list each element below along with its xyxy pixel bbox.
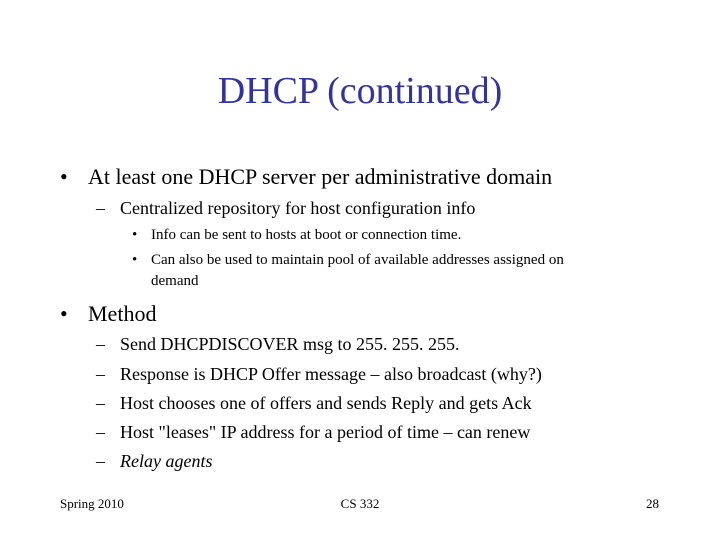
bullet-dhcp-server: At least one DHCP server per administrative domain bbox=[88, 164, 553, 189]
sub-sub-bullet-pool: Can also be used to maintain pool of available addresses assigned on bbox=[151, 252, 564, 268]
method-item-relay: Relay agents bbox=[120, 451, 213, 471]
dash-marker: – bbox=[96, 451, 105, 471]
sub-sub-bullet-pool-cont: demand bbox=[151, 273, 199, 289]
method-item-reply: Host chooses one of offers and sends Reply and gets Ack bbox=[120, 393, 532, 413]
footer-date: Spring 2010 bbox=[60, 496, 124, 511]
footer-page-number: 28 bbox=[646, 496, 659, 511]
bullet-marker: • bbox=[60, 164, 68, 189]
dash-marker: – bbox=[96, 334, 105, 354]
dash-marker: – bbox=[96, 364, 105, 384]
bullet-marker: • bbox=[132, 227, 138, 243]
dash-marker: – bbox=[96, 393, 105, 413]
method-item-offer: Response is DHCP Offer message – also broadcast (why?) bbox=[120, 364, 542, 384]
sub-bullet-repository: Centralized repository for host configuration info bbox=[120, 198, 476, 218]
method-item-discover: Send DHCPDISCOVER msg to 255. 255. 255. bbox=[120, 334, 460, 354]
bullet-marker: • bbox=[60, 301, 68, 326]
bullet-marker: • bbox=[132, 252, 138, 268]
method-item-lease: Host "leases" IP address for a period of time – can renew bbox=[120, 422, 531, 442]
sub-sub-bullet-boot: Info can be sent to hosts at boot or connection time. bbox=[151, 227, 462, 243]
bullet-method: Method bbox=[88, 301, 157, 326]
slide-title: DHCP (continued) bbox=[217, 70, 503, 112]
footer-course: CS 332 bbox=[340, 496, 380, 511]
dash-marker: – bbox=[96, 198, 105, 218]
dash-marker: – bbox=[96, 422, 105, 442]
